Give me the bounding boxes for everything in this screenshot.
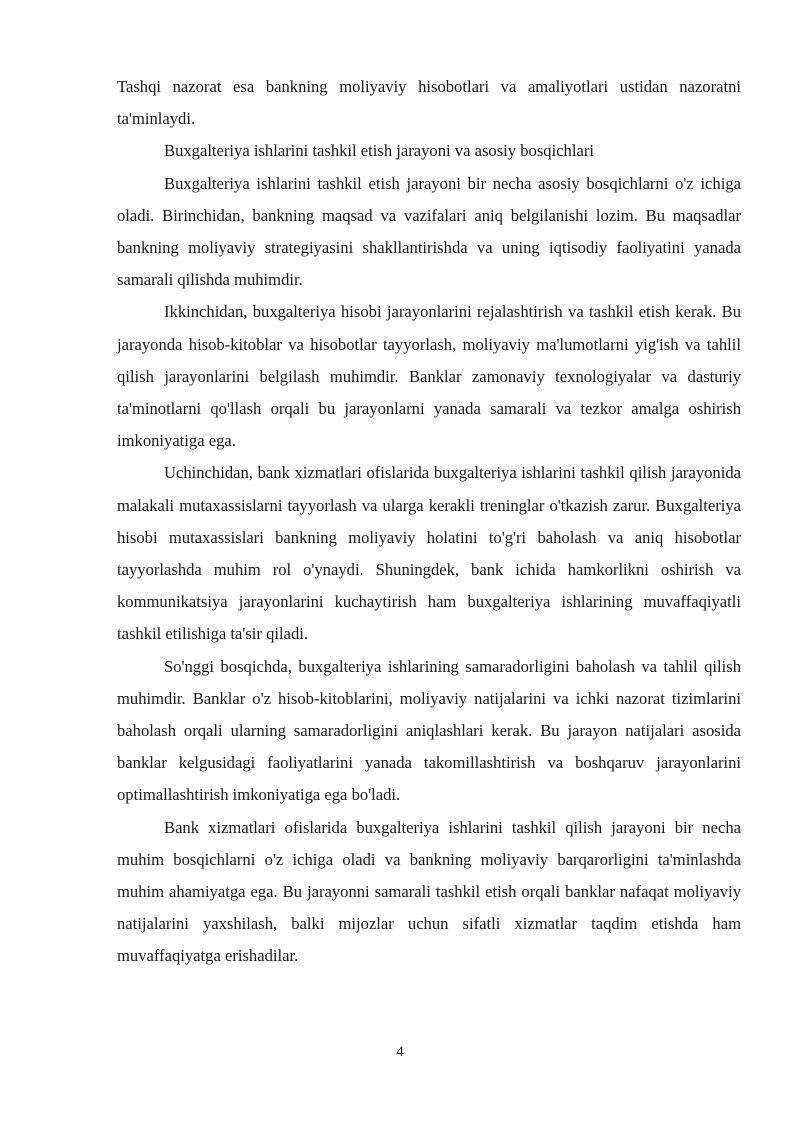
document-body bbox=[117, 71, 741, 973]
paragraph: Ikkinchidan, buxgalteriya hisobi jarayonlarini rejalashtirish va tashkil etish kerak. Bu jarayonda hisob-kitoblar va hisobotlar tayyorlash, moliyaviy ma'lumotlarni yig'ish va tahlil qilish jarayonlarini belgilash muhimdir. Banklar zamonaviy texnologiyalar va dasturiy ta'minotlarni qo'llash orqali bu jarayonlarni yanada samarali va tezkor amalga oshirish imkoniyatiga ega. bbox=[117, 302, 741, 451]
section-heading: Buxgalteriya ishlarini tashkil etish jarayoni va asosiy bosqichlari bbox=[164, 141, 594, 161]
paragraph: Buxgalteriya ishlarini tashkil etish jarayoni bir necha asosiy bosqichlarni o'z ichiga oladi. Birinchidan, bankning maqsad va vazifalari aniq belgilanishi lozim. Bu maqsadlar bankning moliyaviy strategiyasini shakllantirishda va uning iqtisodiy faoliyatini yanada samarali qilishda muhimdir. bbox=[117, 173, 741, 290]
paragraph: So'nggi bosqichda, buxgalteriya ishlarining samaradorligini baholash va tahlil qilish muhimdir. Banklar o'z hisob-kitoblarini, moliyaviy natijalarini va ichki nazorat tizimlarini baholash orqali ularning samaradorligini aniqlashlari kerak. Bu jarayon natijalari asosida banklar kelgusidagi faoliyatlarini yanada takomillashtirish va boshqaruv jarayonlarini optimallashtirish imkoniyatiga ega bo'ladi. bbox=[117, 656, 741, 805]
page-number: 4 bbox=[396, 1044, 404, 1060]
paragraph: Bank xizmatlari ofislarida buxgalteriya ishlarini tashkil qilish jarayoni bir necha muhim bosqichlarni o'z ichiga oladi va bankning moliyaviy barqarorligini ta'minlashda muhim ahamiyatga ega. Bu jarayonni samarali tashkil etish orqali banklar nafaqat moliyaviy natijalarini yaxshilash, balki mijozlar uchun sifatli xizmatlar taqdim etishda ham muvaffaqiyatga erishadilar. bbox=[117, 817, 741, 966]
paragraph: Uchinchidan, bank xizmatlari ofislarida buxgalteriya ishlarini tashkil qilish jarayonida malakali mutaxassislarni tayyorlash va ularga kerakli treninglar o'tkazish zarur. Buxgalteriya hisobi mutaxassislari bankning moliyaviy holatini to'g'ri baholash va aniq hisobotlar tayyorlashda muhim rol o'ynaydi. Shuningdek, bank ichida hamkorlikni oshirish va kommunikatsiya jarayonlarini kuchaytirish ham buxgalteriya ishlarining muvaffaqiyatli tashkil etilishiga ta'sir qiladi. bbox=[117, 463, 741, 644]
paragraph-continuation: Tashqi nazorat esa bankning moliyaviy hisobotlari va amaliyotlari ustidan nazoratni ta'minlaydi. bbox=[117, 77, 741, 129]
